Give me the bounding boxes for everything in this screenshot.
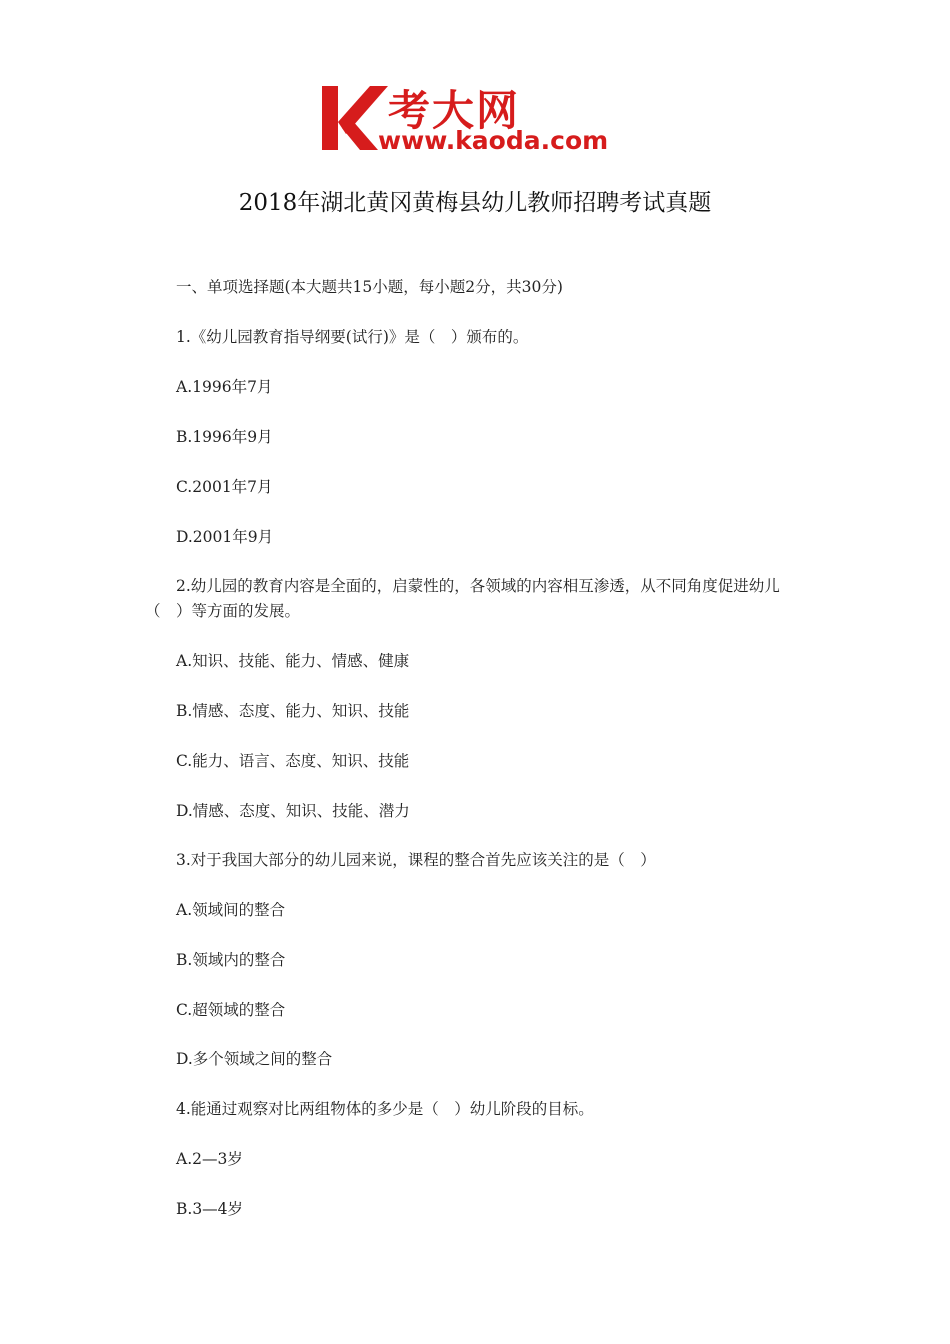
question-3-stem: 3.对于我国大部分的幼儿园来说，课程的整合首先应该关注的是（ ） <box>176 851 656 869</box>
question-1-option-b: B.1996年9月 <box>176 428 273 446</box>
question-2-option-d: D.情感、态度、知识、技能、潜力 <box>176 802 410 820</box>
question-2-option-b: B.情感、态度、能力、知识、技能 <box>176 702 410 720</box>
question-3-option-b: B.领域内的整合 <box>176 951 286 969</box>
question-1-option-d: D.2001年9月 <box>176 528 274 546</box>
kaoda-logo <box>318 82 638 158</box>
section-heading: 一、单项选择题(本大题共15小题，每小题2分，共30分) <box>176 278 563 296</box>
document-title: 2018年湖北黄冈黄梅县幼儿教师招聘考试真题 <box>238 190 712 216</box>
question-2-option-c: C.能力、语言、态度、知识、技能 <box>176 752 410 770</box>
logo-brand-url: www.kaoda.com <box>378 126 609 155</box>
question-2-stem: 2.幼儿园的教育内容是全面的，启蒙性的，各领域的内容相互渗透，从不同角度促进幼儿（ ）等方面的发展。 <box>145 577 780 620</box>
question-4-stem: 4.能通过观察对比两组物体的多少是（ ）幼儿阶段的目标。 <box>176 1100 594 1118</box>
question-3-option-d: D.多个领域之间的整合 <box>176 1050 333 1068</box>
question-1-option-a: A.1996年7月 <box>176 378 273 396</box>
logo-brand-chinese: 考大网 <box>388 86 521 135</box>
question-3-option-a: A.领域间的整合 <box>176 901 286 919</box>
question-3-option-c: C.超领域的整合 <box>176 1001 286 1019</box>
question-1-stem: 1.《幼儿园教育指导纲要(试行)》是（ ）颁布的。 <box>176 328 529 346</box>
question-4-option-a: A.2—3岁 <box>176 1150 243 1168</box>
question-2-option-a: A.知识、技能、能力、情感、健康 <box>176 652 410 670</box>
question-1-option-c: C.2001年7月 <box>176 478 273 496</box>
question-4-option-b: B.3—4岁 <box>176 1200 244 1218</box>
